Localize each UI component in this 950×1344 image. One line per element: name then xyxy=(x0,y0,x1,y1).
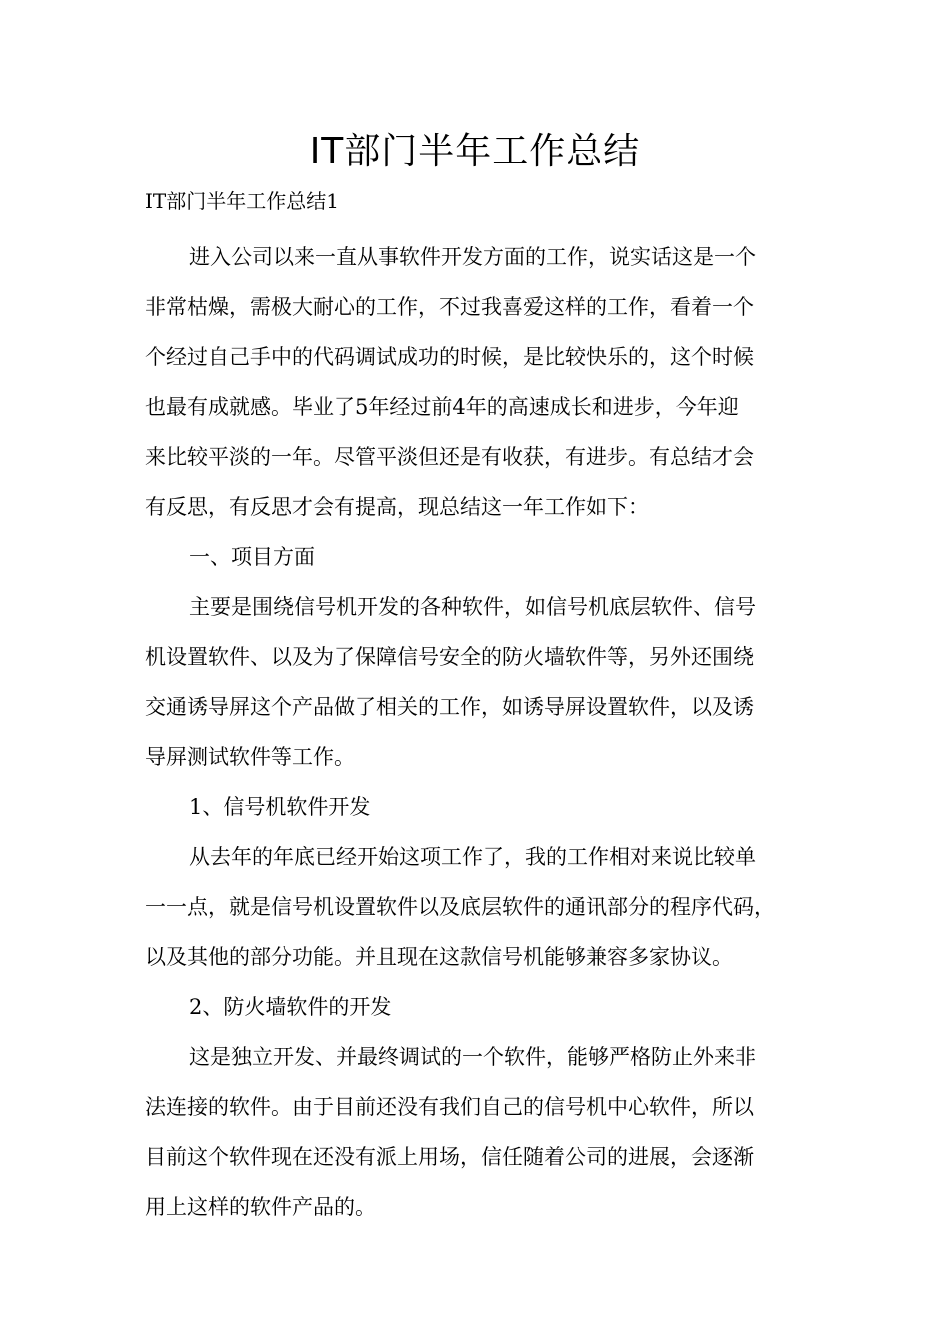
body-line: 也最有成就感。毕业了5年经过前4年的高速成长和进步，今年迎 xyxy=(145,395,739,419)
body-line: 用上这样的软件产品的。 xyxy=(145,1195,376,1219)
body-line: 进入公司以来一直从事软件开发方面的工作，说实话这是一个 xyxy=(189,245,756,269)
body-line: 从去年的年底已经开始这项工作了，我的工作相对来说比较单 xyxy=(189,845,756,869)
document-title: IT部门半年工作总结 xyxy=(309,131,641,172)
body-line: 非常枯燥，需极大耐心的工作，不过我喜爱这样的工作，看着一个 xyxy=(145,295,754,319)
body-line: 一、项目方面 xyxy=(189,545,315,569)
body-line: 来比较平淡的一年。尽管平淡但还是有收获，有进步。有总结才会 xyxy=(145,445,754,469)
body-line: 一一点，就是信号机设置软件以及底层软件的通讯部分的程序代码， xyxy=(145,895,775,919)
body-line: 1、信号机软件开发 xyxy=(189,795,371,819)
document-subtitle: IT部门半年工作总结1 xyxy=(145,189,339,213)
body-line: 2、防火墙软件的开发 xyxy=(189,995,392,1019)
document-body xyxy=(145,232,810,1232)
body-line: 这是独立开发、并最终调试的一个软件，能够严格防止外来非 xyxy=(189,1045,756,1069)
body-line: 法连接的软件。由于目前还没有我们自己的信号机中心软件，所以 xyxy=(145,1095,754,1119)
body-line: 有反思，有反思才会有提高，现总结这一年工作如下： xyxy=(145,495,649,519)
body-line: 个经过自己手中的代码调试成功的时候，是比较快乐的，这个时候 xyxy=(145,345,754,369)
body-line: 目前这个软件现在还没有派上用场，信任随着公司的进展，会逐渐 xyxy=(145,1145,754,1169)
body-line: 交通诱导屏这个产品做了相关的工作，如诱导屏设置软件，以及诱 xyxy=(145,695,754,719)
body-line: 以及其他的部分功能。并且现在这款信号机能够兼容多家协议。 xyxy=(145,945,733,969)
body-line: 机设置软件、以及为了保障信号安全的防火墙软件等，另外还围绕 xyxy=(145,645,754,669)
body-line: 主要是围绕信号机开发的各种软件，如信号机底层软件、信号 xyxy=(189,595,756,619)
body-line: 导屏测试软件等工作。 xyxy=(145,745,355,769)
